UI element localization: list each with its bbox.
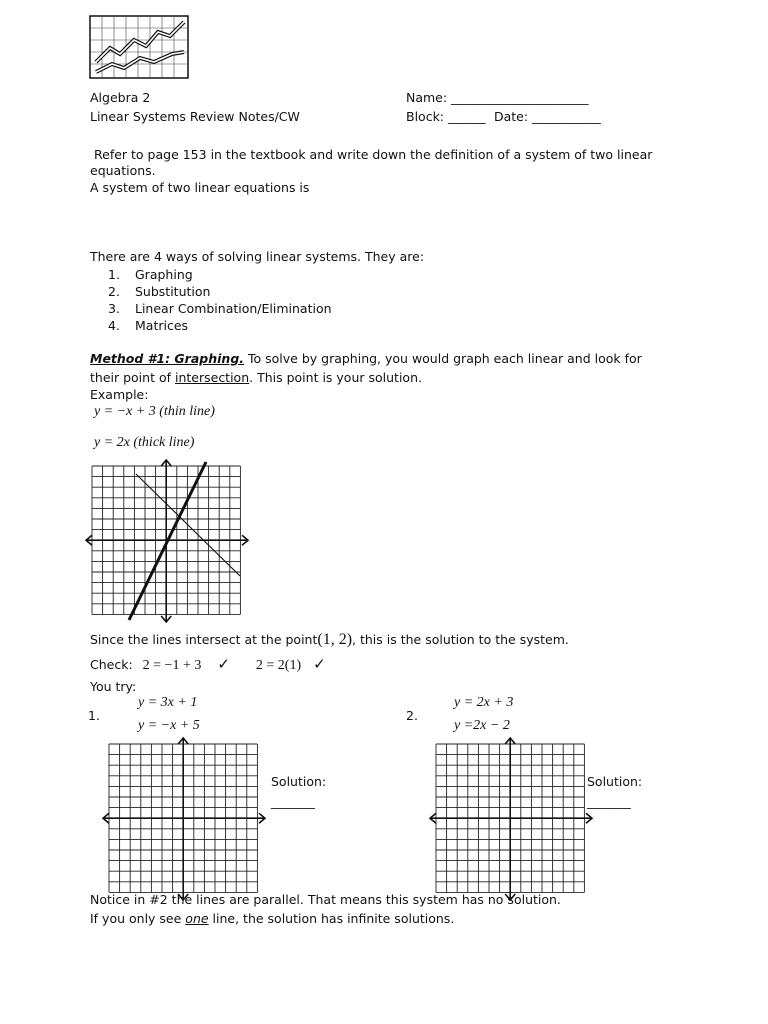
parallel-note: Notice in #2 the lines are parallel. That means this system has no solution. — [90, 892, 561, 907]
you-try-label: You try: — [90, 679, 137, 694]
problem-2-equation-2: y =2x − 2 — [454, 718, 510, 733]
solution-sentence: Since the lines intersect at the point(1, 2), this is the solution to the system. — [90, 631, 569, 648]
date-field[interactable]: Date: ___________ — [494, 109, 601, 124]
problem-1-equation-2: y = −x + 5 — [138, 718, 200, 733]
problem-1-solution-blank[interactable]: _______ — [271, 794, 315, 809]
ways-list — [108, 266, 332, 334]
problem-2-graph[interactable] — [428, 736, 594, 902]
example-graph — [84, 458, 250, 624]
name-field[interactable]: Name: ______________________ — [406, 90, 589, 105]
list-item: 2. Substitution — [108, 284, 211, 299]
thick-line — [129, 462, 206, 620]
method-1-heading: Method #1: Graphing. — [90, 351, 245, 366]
problem-1-number: 1. — [88, 708, 100, 723]
example-equation-1: y = −x + 3 (thin line) — [94, 404, 215, 419]
list-item: 3. Linear Combination/Elimination — [108, 301, 332, 316]
intro-line-1: Refer to page 153 in the textbook and write down the definition of a system of two linear — [94, 147, 653, 162]
block-field[interactable]: Block: ______ — [406, 109, 486, 124]
worksheet-title: Linear Systems Review Notes/CW — [90, 109, 300, 124]
method-1-line-2: their point of intersection. This point is your solution. — [90, 370, 422, 385]
list-item: 4. Matrices — [108, 318, 189, 333]
course-name: Algebra 2 — [90, 90, 151, 105]
check-line — [90, 656, 326, 674]
ways-intro: There are 4 ways of solving linear systems. They are: — [90, 249, 425, 264]
problem-2-solution-label: Solution: — [587, 774, 643, 789]
problem-1-equation-1: y = 3x + 1 — [138, 695, 198, 710]
problem-2-number: 2. — [406, 708, 418, 723]
checkmark-icon: ✓ — [313, 655, 326, 673]
problem-1-graph[interactable] — [101, 736, 267, 902]
one-word: one — [185, 911, 209, 926]
solution-point: (1, 2) — [317, 631, 353, 648]
check-equation-2: 2 = 2(1) — [255, 658, 302, 673]
chart-logo-icon — [88, 14, 192, 82]
example-equation-2: y = 2x (thick line) — [94, 435, 195, 450]
list-item: 1. Graphing — [108, 267, 193, 282]
method-1-line-1 — [90, 352, 642, 366]
check-equation-1: 2 = −1 + 3 — [142, 658, 202, 673]
check-label: Check: — [90, 657, 133, 672]
problem-1-solution-label: Solution: — [271, 774, 327, 789]
thin-line — [136, 474, 240, 576]
problem-2-equation-1: y = 2x + 3 — [454, 695, 514, 710]
infinite-note: If you only see one line, the solution has infinite solutions. — [90, 911, 455, 926]
problem-2-solution-blank[interactable]: _______ — [587, 794, 631, 809]
example-label: Example: — [90, 387, 149, 402]
intro-line-2: equations. — [90, 163, 156, 178]
method-1-description: To solve by graphing, you would graph each linear and look for — [248, 351, 642, 366]
checkmark-icon: ✓ — [217, 655, 230, 673]
intro-line-3: A system of two linear equations is — [90, 180, 310, 195]
intersection-word: intersection — [174, 370, 250, 385]
